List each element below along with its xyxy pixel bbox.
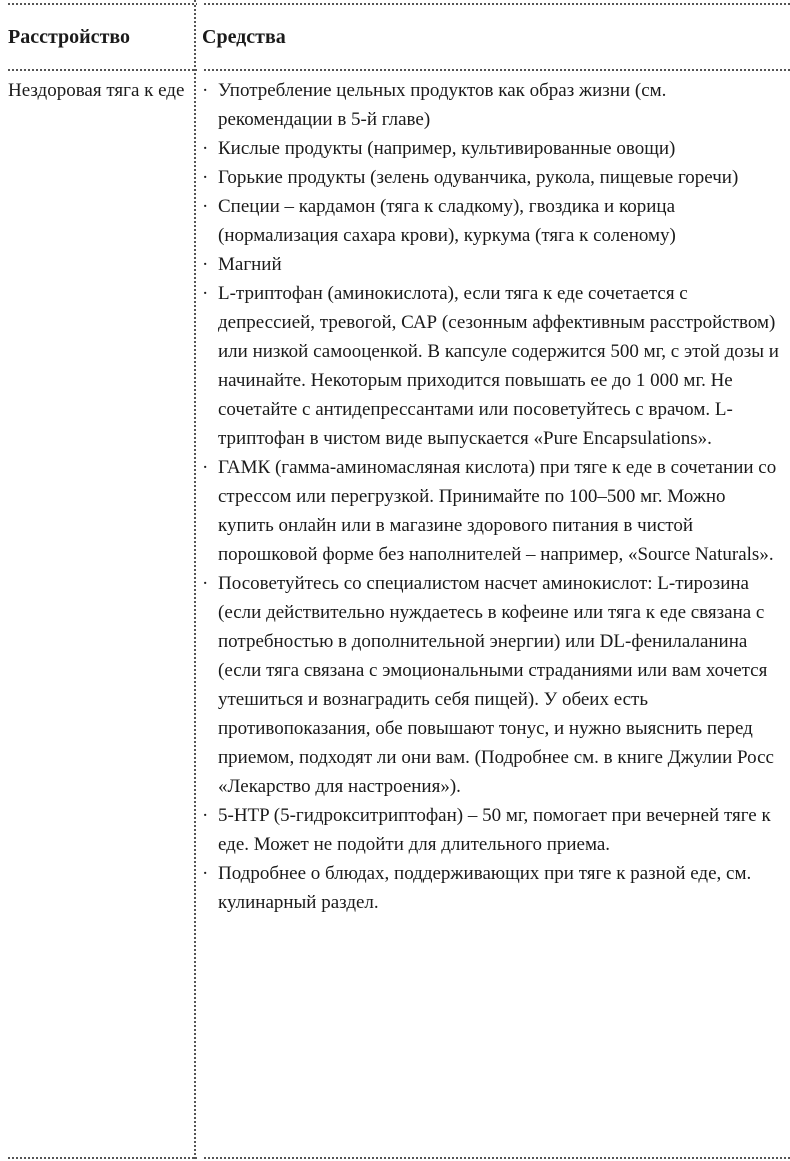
bullet-icon: ·	[202, 254, 209, 275]
remedy-text: Кислые продукты (например, культивированные овощи)	[218, 138, 676, 159]
remedy-item	[202, 569, 782, 801]
remedies-list	[202, 76, 782, 917]
remedy-item	[202, 134, 782, 163]
remedy-item	[202, 163, 782, 192]
bullet-icon: ·	[202, 80, 209, 101]
bullet-icon: ·	[202, 863, 209, 884]
remedy-text: Магний	[218, 254, 282, 275]
remedy-item	[202, 250, 782, 279]
remedy-item	[202, 76, 782, 134]
bullet-icon: ·	[202, 805, 209, 826]
remedy-item	[202, 801, 782, 859]
remedy-item	[202, 192, 782, 250]
bullet-icon: ·	[202, 167, 209, 188]
header-condition: Расстройство	[8, 26, 131, 48]
remedy-text: Посоветуйтесь со специалистом насчет аминокислот: L-тирозина (если действительно нуждаетесь в кофеине или тяга к еде связана с потребностью в дополнительной энергии) или DL-фенилаланина (если тяга связана с эмоциональными страданиями или вам хочется утешиться и вознаградить себя пищей). У обеих есть противопоказания, обе повышают тонус, и нужно выяснить перед приемом, подходят ли они вам. (Подробнее см. в книге Джулии Росс «Лекарство для настроения»).	[218, 573, 774, 797]
remedy-item	[202, 279, 782, 453]
remedy-text: Употребление цельных продуктов как образ жизни (см. рекомендации в 5-й главе)	[218, 80, 667, 130]
remedy-text: L-триптофан (аминокислота), если тяга к еде сочетается с депрессией, тревогой, САР (сезонным аффективным расстройством) или низкой самооценкой. В капсуле содержится 500 мг, с этой дозы и начинайте. Некоторым приходится повышать ее до 1 000 мг. Не сочетайте с антидепрессантами или посоветуйтесь с врачом. L-триптофан в чистом виде выпускается «Pure Encapsulations».	[218, 283, 779, 449]
bullet-icon: ·	[202, 283, 209, 304]
bullet-icon: ·	[202, 573, 209, 594]
remedy-item	[202, 453, 782, 569]
remedy-text: ГАМК (гамма-аминомасляная кислота) при тяге к еде в сочетании со стрессом или перегрузкой. Принимайте по 100–500 мг. Можно купить онлайн или в магазине здорового питания в чистой порошковой форме без наполнителей – например, «Source Naturals».	[218, 457, 777, 565]
remedy-text: 5-HTP (5-гидрокситриптофан) – 50 мг, помогает при вечерней тяге к еде. Может не подойти для длительного приема.	[218, 805, 771, 855]
remedy-item	[202, 859, 782, 917]
remedy-text: Подробнее о блюдах, поддерживающих при тяге к разной еде, см. кулинарный раздел.	[218, 863, 752, 913]
bullet-icon: ·	[202, 196, 209, 217]
remedy-text: Специи – кардамон (тяга к сладкому), гвоздика и корица (нормализация сахара крови), куркума (тяга к соленому)	[218, 196, 676, 246]
column-divider	[194, 0, 196, 1159]
header-remedies: Средства	[202, 26, 286, 48]
remedy-text: Горькие продукты (зелень одуванчика, рукола, пищевые горечи)	[218, 167, 739, 188]
condition-cell: Нездоровая тяга к еде	[8, 80, 185, 101]
top-dotted-rule	[0, 3, 790, 5]
bullet-icon: ·	[202, 457, 209, 478]
header-dotted-rule	[0, 69, 790, 71]
bottom-dotted-rule	[0, 1157, 790, 1159]
bullet-icon: ·	[202, 138, 209, 159]
